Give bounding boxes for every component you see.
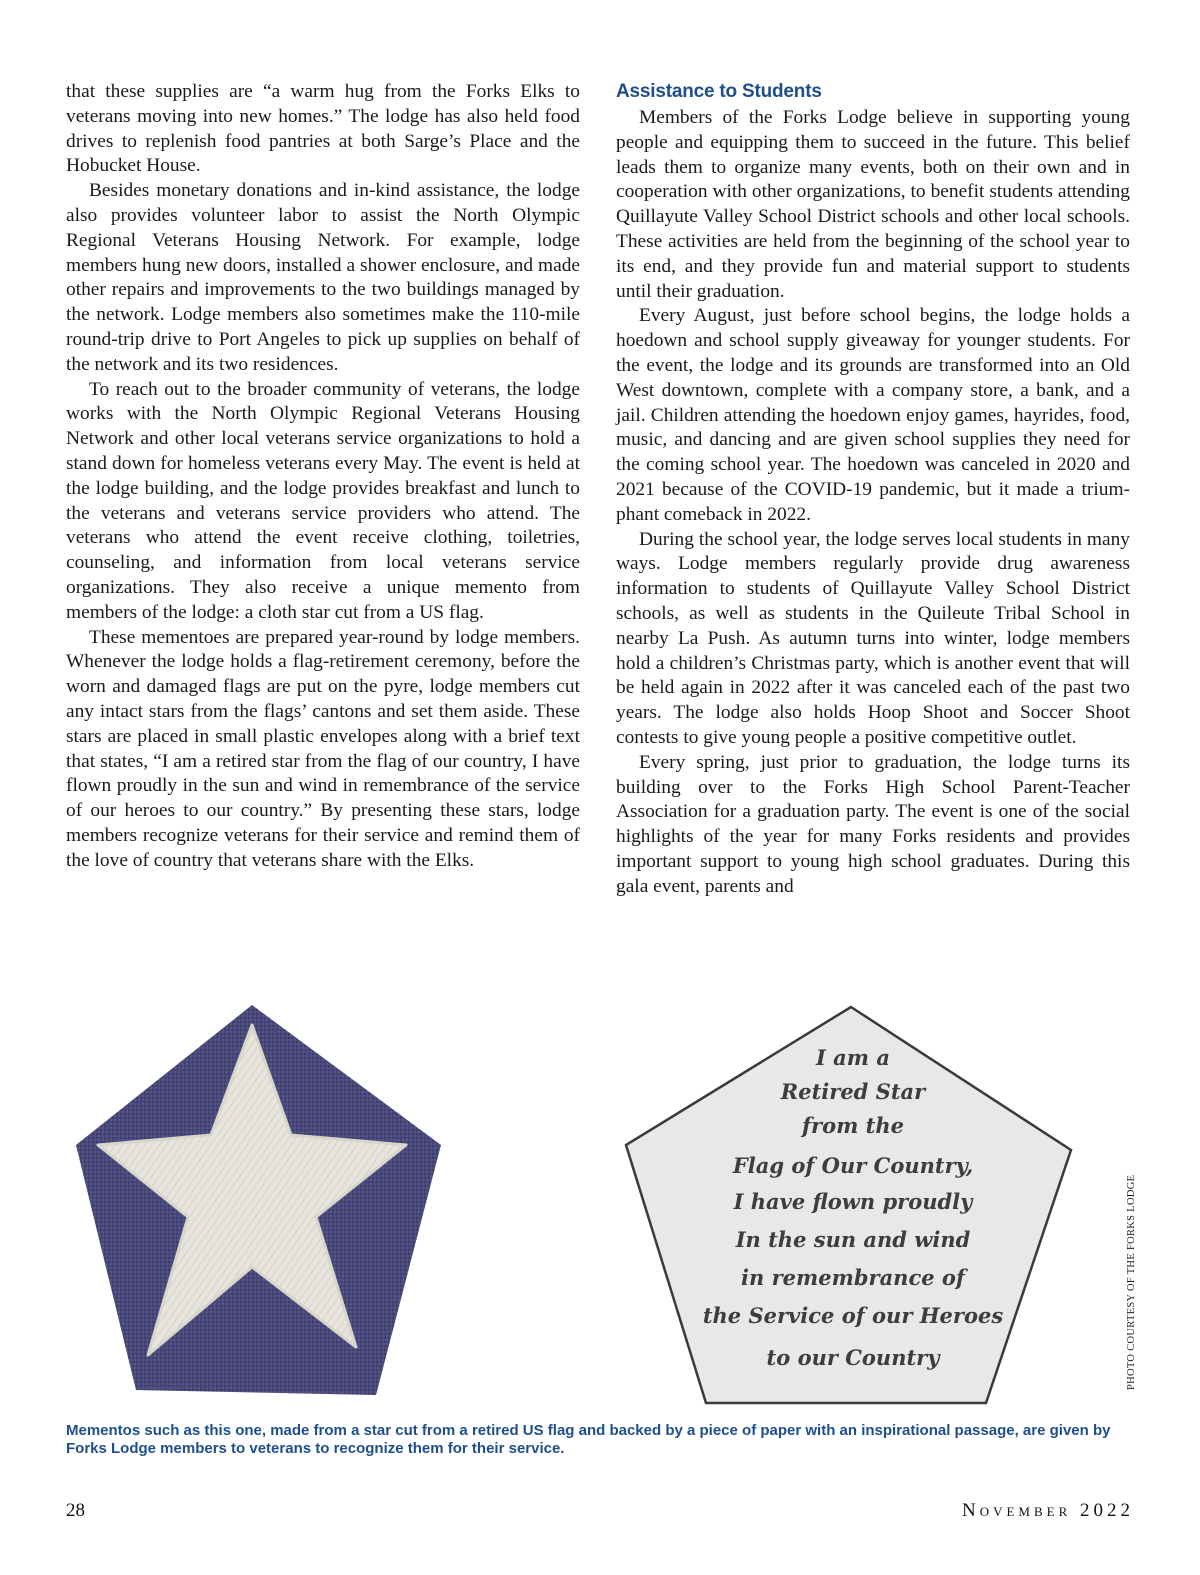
right-paragraph-3: During the school year, the lodge serves local students in many ways. Lodge members regularly provide drug awareness information to students of Quillayute Valley School District schools, as well as students in the Quileute Tribal School in nearby La Push. As autumn turns into winter, lodge members hold a children’s Christmas party, which is another event that will be held again in 2022 after it was canceled each of the past two years. The lodge also holds Hoop Shoot and Soccer Shoot contests to give young people a positive competitive outlet. [616, 528, 1130, 748]
right-column [616, 80, 1130, 900]
right-paragraph-1: Members of the Forks Lodge believe in supporting young people and equipping them to succeed in the future. This belief leads them to organize many events, both on their own and in cooperation with other organizations, to benefit students attending Quillayute Valley School District schools and other local schools. These activities are held from the beginning of the school year to its end, and they provide fun and material support to students until their graduation. [616, 107, 1130, 302]
page-number: 28 [66, 1500, 85, 1521]
memento-photo [66, 995, 1146, 1415]
left-paragraph-2: Besides monetary donations and in-kind assistance, the lodge also provides volunteer labor to assist the North Olympic Regional Veterans Housing Network. For example, lodge members hung new doors, installed a shower enclosure, and made other repairs and improvements to the two buildings managed by the network. Lodge members also sometimes make the 110-mile round-trip drive to Port Angeles to pick up supplies on behalf of the network and its two residences. [66, 180, 580, 375]
memento-line-1: I am a [816, 1045, 890, 1070]
memento-line-9: to our Country [766, 1345, 940, 1370]
section-heading: Assistance to Students [616, 81, 822, 102]
memento-line-7: in remembrance of [741, 1265, 965, 1290]
memento-line-2: Retired Star [780, 1079, 926, 1104]
photo-credit: PHOTO COURTESY OF THE FORKS LODGE [1126, 1174, 1137, 1390]
left-column [66, 80, 580, 874]
left-paragraph-1: that these supplies are “a warm hug from the Forks Elks to veterans moving into new homes.” The lodge has also held food drives to replenish food pantries at both Sarge’s Place and the Hobucket House. [66, 81, 580, 177]
memento-photo-svg [66, 995, 1146, 1415]
right-paragraph-4: Every spring, just prior to graduation, the lodge turns its building over to the Forks High School Parent-Teacher Association for a graduation party. The event is one of the social highlights of the year for many Forks residents and provides important support to young high school graduates. During this gala event, parents and [616, 751, 1130, 897]
left-paragraph-3: To reach out to the broader community of veterans, the lodge works with the North Olympic Regional Veterans Housing Network and other local veterans service organizations to hold a stand down for homeless veterans every May. The event is held at the lodge building, and the lodge provides breakfast and lunch to the veterans and veterans service providers who attend. The veterans who attend the event receive clothing, toiletries, counseling, and information from local veterans service organizations. They also receive a unique memento from members of the lodge: a cloth star cut from a US flag. [66, 378, 580, 623]
photo-caption: Mementos such as this one, made from a star cut from a retired US flag and backed by a piece of paper with an inspirational passage, are given by Forks Lodge members to veterans to recognize them for their service. [66, 1422, 1111, 1457]
memento-line-8: the Service of our Heroes [702, 1303, 1004, 1328]
memento-line-3: from the [802, 1113, 904, 1138]
left-paragraph-4: These mementoes are prepared year-round by lodge members. Whenever the lodge holds a flag-retirement ceremony, before the worn and damaged flags are put on the pyre, lodge members cut any intact stars from the flags’ cantons and set them aside. These stars are placed in small plastic envelopes along with a brief text that states, “I am a retired star from the flag of our country, I have flown proudly in the sun and wind in remembrance of the service of our heroes to our country.” By presenting these stars, lodge members recognize veterans for their service and remind them of the love of country that veterans share with the Elks. [66, 626, 580, 871]
memento-line-5: I have flown proudly [733, 1189, 973, 1214]
memento-line-6: In the sun and wind [735, 1227, 971, 1252]
memento-line-4: Flag of Our Country, [732, 1153, 974, 1178]
right-paragraph-2: Every August, just before school begins, the lodge holds a hoedown and school supply giveaway for younger students. For the event, the lodge and its grounds are transformed into an Old West downtown, complete with a company store, a bank, and a jail. Children attending the hoedown enjoy games, hayrides, food, music, and dancing and are given school supplies they need for the coming school year. The hoedown was canceled in 2020 and 2021 because of the COVID-19 pandemic, but it made a triumphant comeback in 2022. [616, 305, 1130, 525]
issue-date: November 2022 [961, 1500, 1134, 1521]
